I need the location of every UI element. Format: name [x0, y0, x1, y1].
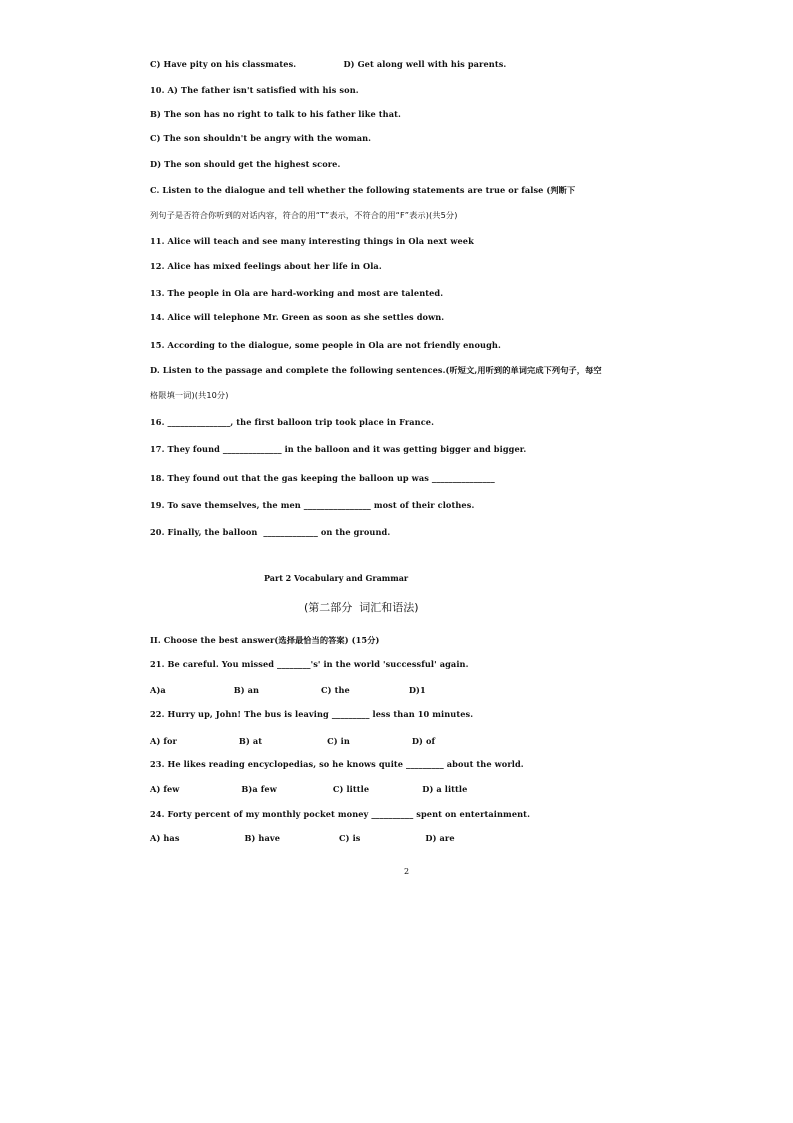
q10-option-a: 10. A) The father isn't satisfied with his son. — [150, 85, 359, 95]
question-16: 16. _______________, the first balloon trip took place in France. — [150, 417, 435, 427]
question-19: 19. To save themselves, the men ________________ most of their clothes. — [150, 500, 475, 510]
section-c-instruction-1: C. Listen to the dialogue and tell whether the following statements are true or false (判断下 — [150, 185, 576, 195]
section-c-instruction-2: 列句子是否符合你听到的对话内容，符合的用“T”表示，不符合的用“F”表示)(共5分) — [150, 210, 458, 220]
part2-title-cn: (第二部分 词汇和语法) — [304, 601, 419, 614]
question-24: 24. Forty percent of my monthly pocket money __________ spent on entertainment. — [150, 809, 531, 819]
question-23-options: A) few B)a few C) little D) a little — [150, 784, 468, 794]
q10-option-d: D) The son should get the highest score. — [150, 159, 341, 169]
question-13: 13. The people in Ola are hard-working and most are talented. — [150, 288, 444, 298]
question-18: 18. They found out that the gas keeping the balloon up was _______________ — [150, 473, 495, 483]
section-d-instruction-2: 格限填一词)(共10分) — [150, 390, 229, 400]
question-21-options: A)a B) an C) the D)1 — [150, 685, 426, 695]
question-22: 22. Hurry up, John! The bus is leaving _________ less than 10 minutes. — [150, 709, 474, 719]
question-14: 14. Alice will telephone Mr. Green as soon as she settles down. — [150, 312, 445, 322]
question-22-options: A) for B) at C) in D) of — [150, 736, 436, 746]
page-number: 2 — [404, 867, 410, 876]
q10-option-b: B) The son has no right to talk to his father like that. — [150, 109, 401, 119]
q10-option-c: C) The son shouldn't be angry with the woman. — [150, 133, 372, 143]
question-20: 20. Finally, the balloon _____________ on the ground. — [150, 527, 391, 537]
question-15: 15. According to the dialogue, some people in Ola are not friendly enough. — [150, 340, 501, 350]
question-21: 21. Be careful. You missed ________'s' in the world 'successful' again. — [150, 659, 469, 669]
question-11: 11. Alice will teach and see many interesting things in Ola next week — [150, 236, 474, 246]
section-d-instruction-1: D. Listen to the passage and complete the following sentences.(听短文,用听到的单词完成下列句子，每空 — [150, 365, 602, 375]
part2-instruction: II. Choose the best answer(选择最恰当的答案) (15分) — [150, 635, 380, 645]
question-17: 17. They found ______________ in the balloon and it was getting bigger and bigger. — [150, 444, 527, 454]
part2-title: Part 2 Vocabulary and Grammar — [264, 573, 409, 583]
q9-options-cd: C) Have pity on his classmates. D) Get along well with his parents. — [150, 59, 507, 69]
question-23: 23. He likes reading encyclopedias, so he knows quite _________ about the world. — [150, 759, 524, 769]
question-12: 12. Alice has mixed feelings about her life in Ola. — [150, 261, 382, 271]
question-24-options: A) has B) have C) is D) are — [150, 833, 455, 843]
